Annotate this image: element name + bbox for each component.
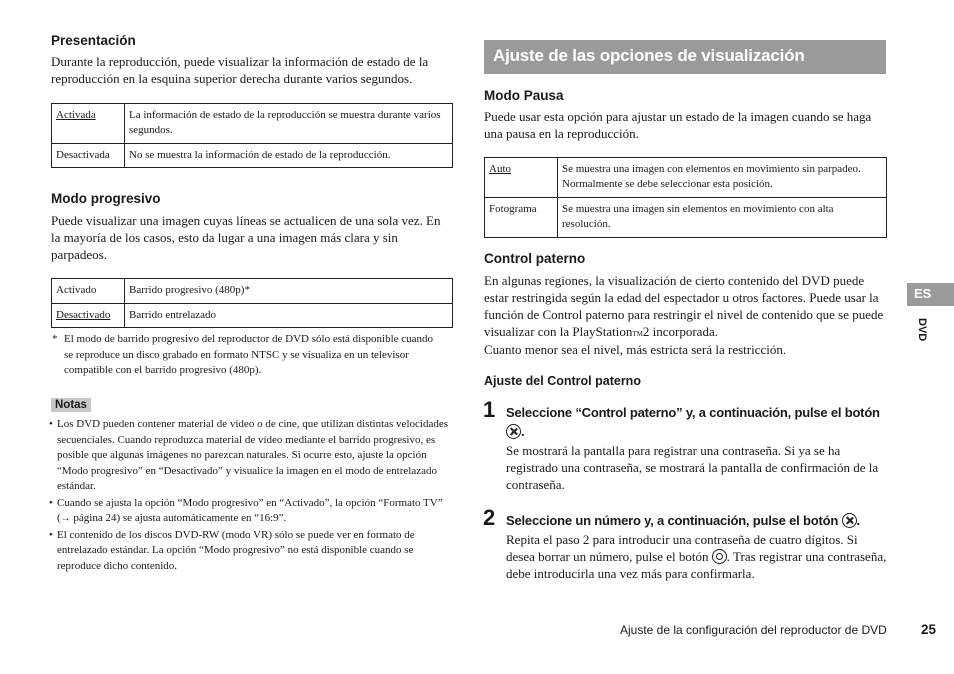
footer-text: Ajuste de la configuración del reproductor de DVD: [620, 623, 887, 637]
step-1-number: 1: [483, 397, 496, 422]
pausa-table: [484, 157, 887, 238]
note-2-ref: página 24) se ajusta automáticamente en “16:9”.: [73, 512, 287, 524]
option-key-selected: Desactivado: [52, 304, 125, 328]
presentacion-table: [51, 103, 453, 168]
ajuste-heading: Ajuste del Control paterno: [484, 374, 641, 388]
circle-button-icon: [712, 549, 727, 564]
control-text-1: [484, 272, 887, 343]
step-2-number: 2: [483, 505, 496, 530]
option-key: Desactivada: [52, 144, 125, 168]
control-text-2: Cuanto menor sea el nivel, más estricta será la restricción.: [484, 342, 787, 357]
step-1-text: Se mostrará la pantalla para registrar una contraseña. Si ya se ha registrado una contraseña, se mostrará la pantalla de confirmación de la contraseña.: [506, 443, 879, 492]
step-2-text: [506, 531, 887, 582]
trademark-mark: TM: [632, 330, 643, 338]
list-item: • El contenido de los discos DVD-RW (modo VR) sólo se puede ver en formato de entrelazado estándar. La opción “Modo progresivo” no está disponible cuando se reproduce dicho contenido.: [49, 528, 453, 575]
option-desc: Barrido entrelazado: [125, 304, 453, 328]
option-desc: Se muestra una imagen sin elementos en movimiento con alta resolución.: [558, 198, 887, 238]
table-row: [52, 304, 453, 328]
step-1-title-text: Seleccione “Control paterno” y, a continuación, pulse el botón: [506, 405, 880, 420]
presentacion-text: Durante la reproducción, puede visualizar la información de estado de la reproducción en la esquina superior derecha durante varios segundos.: [51, 54, 429, 86]
pausa-text: Puede usar esta opción para ajustar un estado de la imagen cuando se haga una pausa en la reproducción.: [484, 109, 872, 141]
step-2-text-b: . Tras registrar una contraseña, debe introducirla una vez más para confirmarla.: [506, 549, 887, 581]
list-item: • Los DVD pueden contener material de vídeo o de cine, que utilizan distintas velocidades secuenciales. Cuando reproduzca material de vídeo mediante el barrido progresivo, es posible que algunas imágenes no parezcan naturales. Si ocurre esto, ajuste la opción “Modo progresivo” en “Desactivado” y visualice la imagen en el modo de entrelazado estándar.: [49, 417, 453, 495]
table-row: [52, 279, 453, 304]
option-desc: Se muestra una imagen con elementos en movimiento sin parpadeo. Normalmente se debe seleccionar esta posición.: [558, 158, 887, 198]
progresivo-heading: Modo progresivo: [51, 191, 161, 206]
list-item: [49, 496, 453, 527]
cross-button-icon: [506, 424, 521, 439]
option-key: Fotograma: [485, 198, 558, 238]
notas-label: Notas: [51, 398, 91, 412]
page-ref-arrow-icon: →: [60, 513, 71, 524]
note-2-text: Cuando se ajusta la opción “Modo progresivo” en “Activado”, la opción “Formato TV” (: [57, 496, 443, 524]
language-tab-label: ES: [914, 286, 932, 301]
step-1-period: .: [521, 424, 525, 439]
presentacion-heading: Presentación: [51, 33, 136, 48]
option-desc: No se muestra la información de estado de la reproducción.: [125, 144, 453, 168]
table-row: [485, 198, 887, 238]
section-title: Ajuste de las opciones de visualización: [493, 46, 805, 65]
progresivo-table: [51, 278, 453, 328]
section-title-bar: [484, 40, 886, 74]
control-heading: Control paterno: [484, 251, 586, 266]
step-2-title-text: Seleccione un número y, a continuación, pulse el botón: [506, 513, 839, 528]
notes-list: [49, 417, 453, 575]
step-2-text-a: Repita el paso 2 para introducir una contraseña de cuatro dígitos. Si desea borrar un número, pulse el botón: [506, 532, 858, 564]
page-number: 25: [921, 622, 937, 637]
table-row: [52, 144, 453, 168]
control-text-1a: En algunas regiones, la visualización de cierto contenido del DVD puede estar restringida según la edad del espectador u otros factores. Puede usar la función de Control paterno para restringir el nivel de contenido que se puede visualizar con la PlayStation: [484, 273, 884, 339]
option-key-selected: Auto: [485, 158, 558, 198]
footnote-text: El modo de barrido progresivo del reproductor de DVD sólo está disponible cuando se reproduce un disco grabado en formato NTSC y se visualiza en un televisor compatible con el barrido progresivo (480p).: [64, 333, 434, 376]
language-tab: [907, 283, 954, 306]
option-key-selected: Activada: [52, 104, 125, 144]
table-row: [485, 158, 887, 198]
dvd-side-label: DVD: [916, 318, 928, 342]
option-desc: Barrido progresivo (480p)*: [125, 279, 453, 304]
step-2-title: [506, 511, 891, 530]
step-2-period: .: [856, 513, 860, 528]
footnote-mark: *: [52, 333, 58, 345]
table-row: [52, 104, 453, 144]
option-desc: La información de estado de la reproducción se muestra durante varios segundos.: [125, 104, 453, 144]
progresivo-text: Puede visualizar una imagen cuyas líneas se actualicen de una sola vez. En la mayoría de los casos, esto da lugar a una imagen más clara y sin parpadeos.: [51, 213, 441, 262]
control-text-1b: 2 incorporada.: [642, 324, 718, 339]
option-key: Activado: [52, 279, 125, 304]
cross-button-icon: [842, 513, 857, 528]
step-1-title: [506, 403, 881, 441]
pausa-heading: Modo Pausa: [484, 88, 564, 103]
